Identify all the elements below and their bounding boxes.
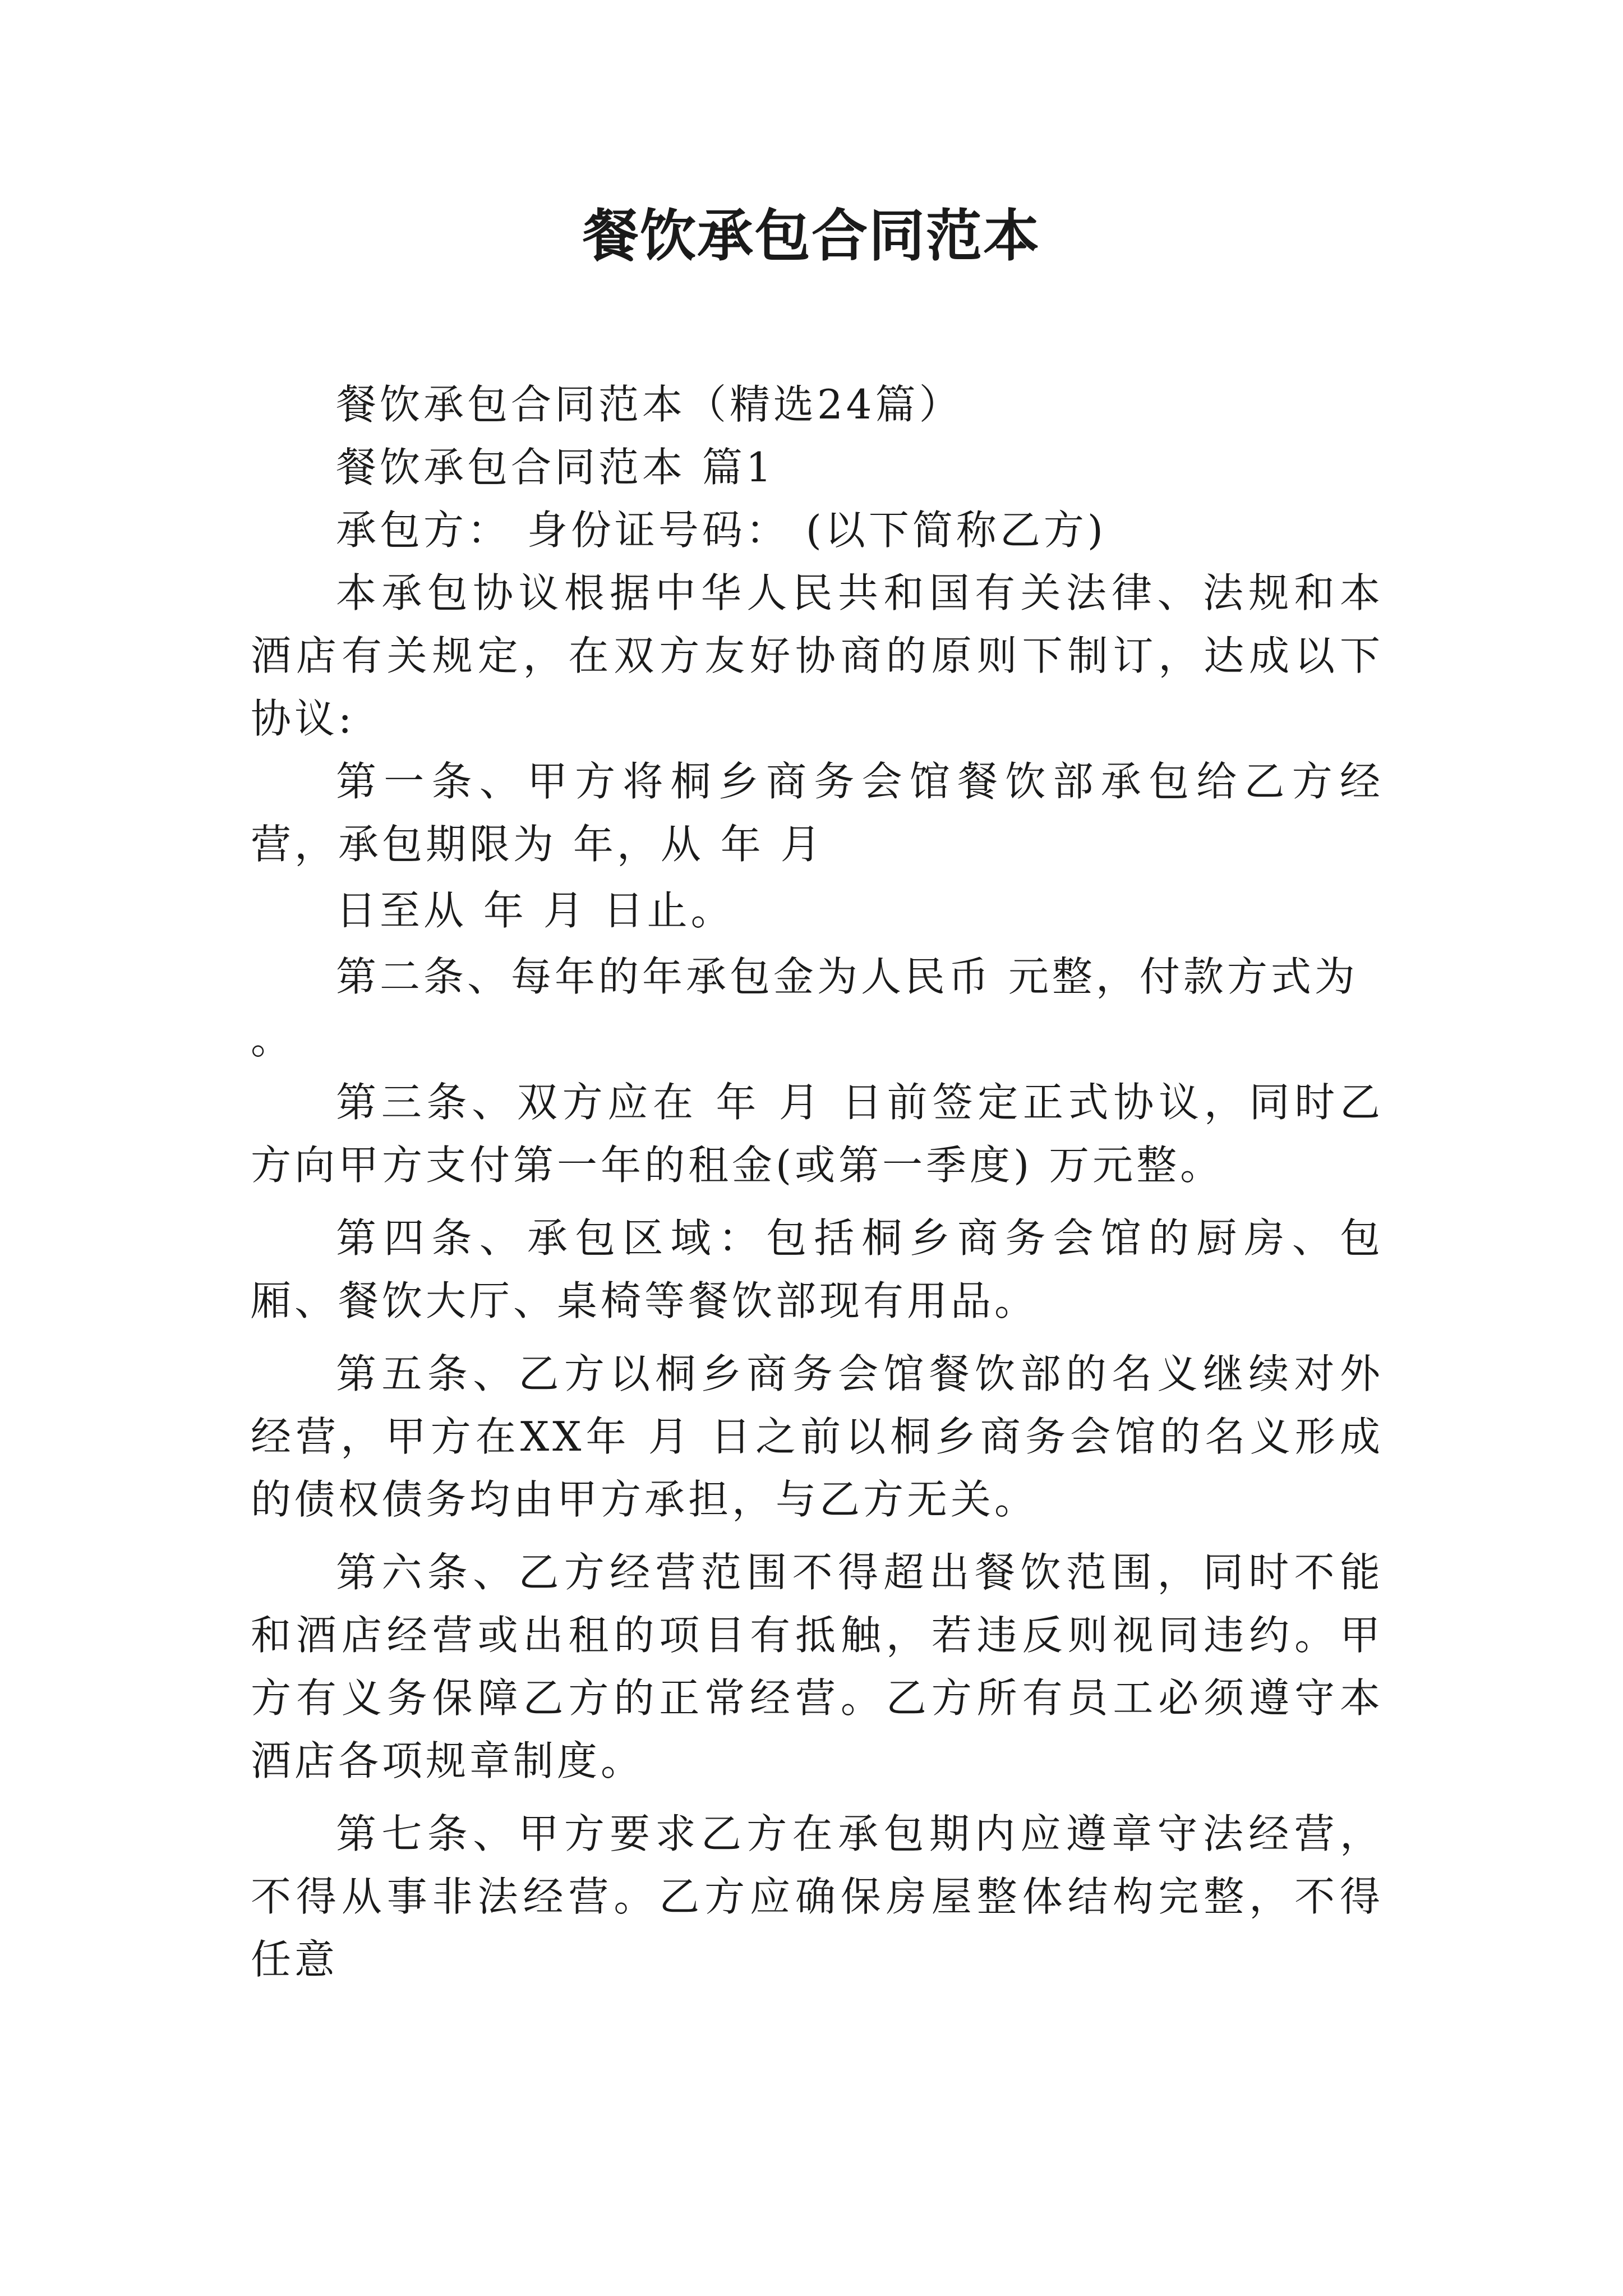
article-7: 第七条、甲方要求乙方在承包期内应遵章守法经营，不得从事非法经营。乙方应确保房屋整体结构完整，不得任意 [251,1810,1384,1983]
article-4: 第四条、承包区域：包括桐乡商务会馆的厨房、包厢、餐饮大厅、桌椅等餐饮部现有用品。 [251,1214,1384,1324]
article-5: 第五条、乙方以桐乡商务会馆餐饮部的名义继续对外经营，甲方在XX年 月 日之前以桐乡商务会馆的名义形成的债权债务均由甲方承担，与乙方无关。 [251,1350,1384,1523]
article-3: 第三条、双方应在 年 月 日前签定正式协议，同时乙方向甲方支付第一年的租金(或第一季度) 万元整。 [251,1079,1384,1189]
section-heading: 餐饮承包合同范本 篇1 [336,444,775,491]
article-2: 第二条、每年的年承包金为人民币 元整，付款方式为 。 [251,953,1358,1063]
article-6: 第六条、乙方经营范围不得超出餐饮范围，同时不能和酒店经营或出租的项目有抵触，若违反则视同违约。甲方有义务保障乙方的正常经营。乙方所有员工必须遵守本酒店各项规章制度。 [251,1549,1384,1784]
article-1-part-1: 第一条、甲方将桐乡商务会馆餐饮部承包给乙方经营，承包期限为 年，从 年 月 [251,758,1384,868]
intro-paragraph: 本承包协议根据中华人民共和国有关法律、法规和本酒店有关规定，在双方友好协商的原则下制订，达成以下协议: [251,569,1384,742]
parties-line: 承包方： 身份证号码： (以下简称乙方) [336,507,1106,554]
article-1-part-2: 日至从 年 月 日止。 [336,887,735,934]
document-body [251,373,1384,1991]
document-title: 餐饮承包合同范本 [583,203,1040,269]
document-subtitle: 餐饮承包合同范本（精选24篇） [336,381,963,428]
